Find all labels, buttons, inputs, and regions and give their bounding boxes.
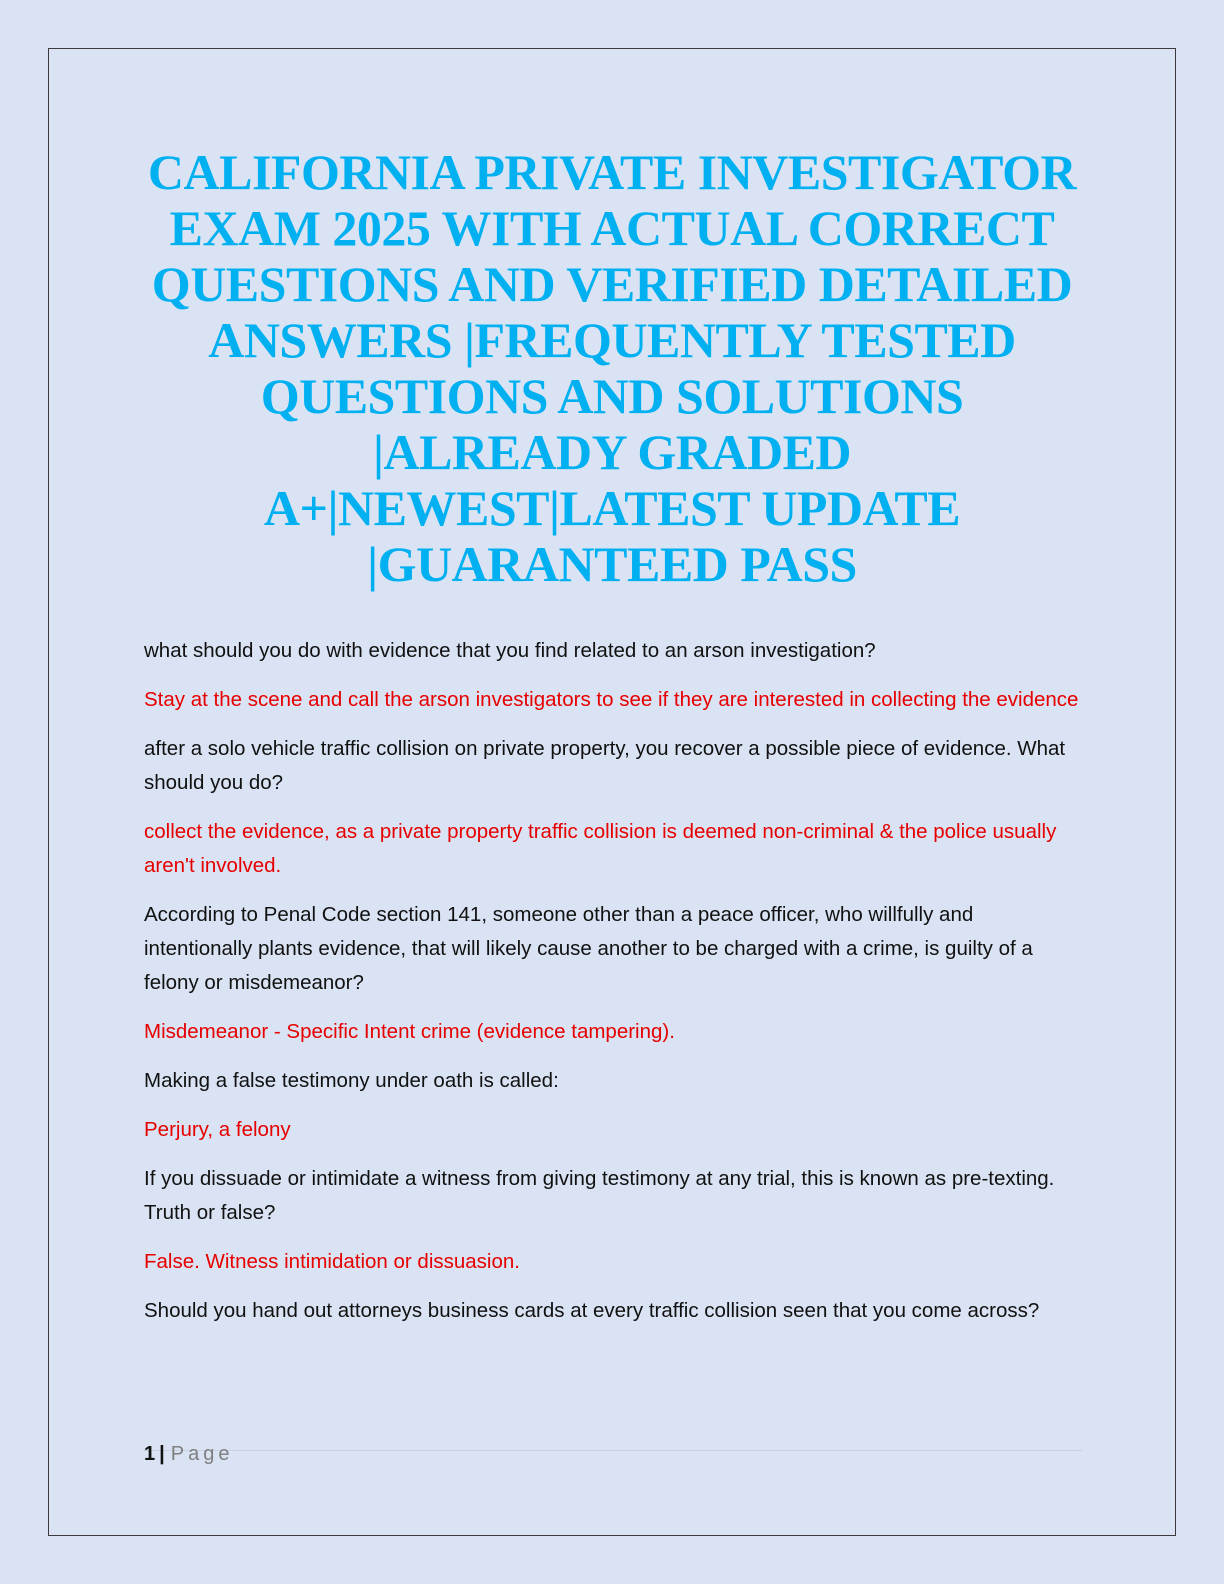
question-5: If you dissuade or intimidate a witness from giving testimony at any trial, this is known as pre-texting. Truth or false? bbox=[144, 1167, 1055, 1224]
question-1: what should you do with evidence that you find related to an arson investigation? bbox=[144, 639, 876, 662]
answer-4: Perjury, a felony bbox=[144, 1118, 291, 1141]
page-number: 1 bbox=[144, 1443, 156, 1465]
answer-5: False. Witness intimidation or dissuasion. bbox=[144, 1250, 520, 1273]
footer-divider bbox=[144, 1450, 1082, 1451]
page-label: Page bbox=[170, 1443, 234, 1465]
page-footer bbox=[144, 1440, 233, 1468]
page-separator: | bbox=[159, 1443, 165, 1465]
answer-3: Misdemeanor - Specific Intent crime (evidence tampering). bbox=[144, 1020, 675, 1043]
qa-section bbox=[144, 634, 1084, 1343]
answer-2: collect the evidence, as a private property traffic collision is deemed non-criminal & the police usually aren't involved. bbox=[144, 820, 1057, 877]
document-title: CALIFORNIA PRIVATE INVESTIGATOR EXAM 2025 WITH ACTUAL CORRECT QUESTIONS AND VERIFIED DETAILED ANSWERS |FREQUENTLY TESTED QUESTIONS AND SOLUTIONS |ALREADY GRADED A+|NEWEST|LATEST UPDATE |GUARANTEED PASS bbox=[147, 144, 1077, 592]
answer-1: Stay at the scene and call the arson investigators to see if they are interested in collecting the evidence bbox=[144, 688, 1079, 711]
question-6: Should you hand out attorneys business cards at every traffic collision seen that you come across? bbox=[144, 1299, 1040, 1322]
question-3: According to Penal Code section 141, someone other than a peace officer, who willfully and intentionally plants evidence, that will likely cause another to be charged with a crime, is guilty of a felony or misdemeanor? bbox=[144, 903, 1033, 994]
question-4: Making a false testimony under oath is called: bbox=[144, 1069, 559, 1092]
question-2: after a solo vehicle traffic collision on private property, you recover a possible piece of evidence. What should you do? bbox=[144, 737, 1066, 794]
